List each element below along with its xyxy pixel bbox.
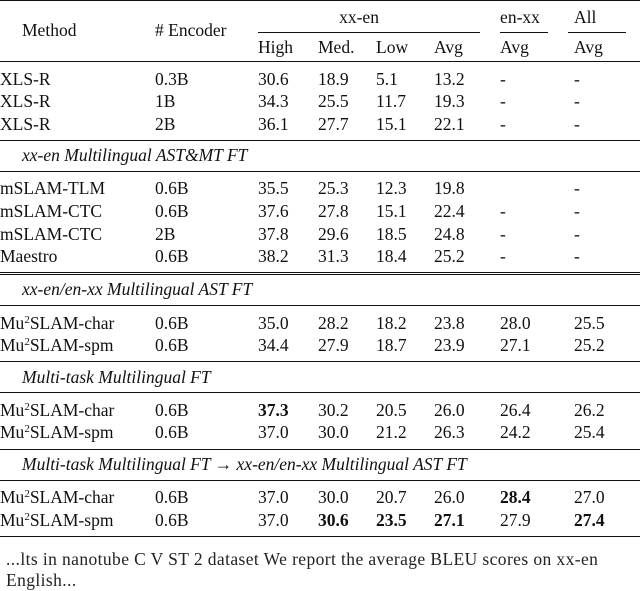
cell-all: - [574,91,580,112]
cell-method: Mu$^2$SLAM-char [0,399,115,420]
cell-avg: 13.2 [434,68,465,89]
cell-method: Mu$^2$SLAM-spm [0,422,114,443]
cell-encoder: 0.6B [155,312,189,333]
section-heading [0,449,640,480]
cell-method: mSLAM-TLM [0,178,105,199]
cell-med: 18.9 [318,68,349,89]
cell-en-xx: - [500,200,506,221]
cell-encoder: 0.6B [155,399,189,420]
header-avg: Avg [434,37,463,58]
table-row [0,335,640,362]
header-encoder: # Encoder [155,20,227,41]
section-2-label: xx-en/en-xx Multilingual AST FT [22,279,253,300]
cell-en-xx: 28.4 [500,487,531,508]
table-row [0,306,640,335]
cell-med: 27.7 [318,113,349,134]
header-low: Low [376,37,409,58]
cell-all: 26.2 [574,399,605,420]
cell-high: 37.0 [258,487,289,508]
section-heading [0,274,640,306]
cell-all: 25.5 [574,312,605,333]
cell-high: 37.6 [258,200,289,221]
cell-avg: 27.1 [434,509,465,530]
cell-en-xx: - [500,246,506,267]
cell-high: 37.0 [258,422,289,443]
cell-avg: 23.8 [434,312,465,333]
cell-med: 27.8 [318,200,349,221]
cell-med: 28.2 [318,312,349,333]
cell-all: 27.4 [574,509,605,530]
header-med: Med. [318,37,355,58]
cell-high: 38.2 [258,246,289,267]
section-4-label: Multi-task Multilingual FT → xx-en/en-xx Multilingual AST FT [22,453,467,474]
cell-avg: 19.3 [434,91,465,112]
cell-all: - [574,223,580,244]
cell-avg: 24.8 [434,223,465,244]
cell-high: 37.0 [258,509,289,530]
cell-en-xx: 27.9 [500,509,531,530]
cell-low: 20.5 [376,399,407,420]
cell-all: 25.4 [574,422,605,443]
caption-text: ...lts in nanotube C V ST 2 dataset We report the average BLEU scores on xx-en English... [6,549,599,590]
cell-en-xx: 26.4 [500,399,531,420]
header-method: Method [22,20,77,41]
cell-method: XLS-R [0,68,51,89]
cell-low: 15.1 [376,200,407,221]
cell-low: 21.2 [376,422,407,443]
cell-low: 5.1 [376,68,398,89]
cell-all: - [574,113,580,134]
table-row [0,113,640,140]
cell-avg: 23.9 [434,335,465,356]
cell-method: mSLAM-CTC [0,223,103,244]
table-row [0,171,640,200]
cell-method: mSLAM-CTC [0,200,103,221]
cell-all: 25.2 [574,335,605,356]
cell-avg: 19.8 [434,178,465,199]
header-high: High [258,37,293,58]
cell-en-xx: - [500,223,506,244]
section-heading [0,362,640,393]
cell-low: 20.7 [376,487,407,508]
cell-encoder: 2B [155,223,176,244]
cell-avg: 26.0 [434,399,465,420]
cell-high: 35.0 [258,312,289,333]
cell-low: 23.5 [376,509,407,530]
section-1-label: xx-en Multilingual AST&MT FT [22,145,248,166]
table-row [0,200,640,223]
cell-all: - [574,246,580,267]
caption-fragment [0,549,640,590]
cell-low: 11.7 [376,91,406,112]
header-group-en-xx: en-xx [490,1,558,36]
cell-high: 37.3 [258,399,289,420]
cell-encoder: 0.6B [155,509,189,530]
cell-method: XLS-R [0,113,51,134]
cell-encoder: 1B [155,91,176,112]
cell-med: 30.6 [318,509,349,530]
cell-med: 29.6 [318,223,349,244]
cell-en-xx: - [500,113,506,134]
cell-method: Mu$^2$SLAM-char [0,312,115,333]
cell-med: 30.2 [318,399,349,420]
header-avg-all: Avg [574,37,603,58]
header-group-xx-en: xx-en [258,1,490,36]
cell-low: 15.1 [376,113,407,134]
cell-med: 30.0 [318,422,349,443]
cell-all: - [574,68,580,89]
table-row [0,480,640,509]
cell-low: 18.7 [376,335,407,356]
table-row [0,223,640,246]
cell-high: 34.3 [258,91,289,112]
cell-en-xx: 27.1 [500,335,531,356]
cell-method: Mu$^2$SLAM-spm [0,509,114,530]
table-row [0,62,640,91]
cell-high: 34.4 [258,335,289,356]
cell-method: Maestro [0,246,58,267]
table-row [0,422,640,449]
cell-med: 27.9 [318,335,349,356]
table-row [0,393,640,422]
cell-low: 18.2 [376,312,407,333]
cell-med: 25.3 [318,178,349,199]
table-row [0,246,640,274]
cell-low: 18.4 [376,246,407,267]
cell-all: - [574,178,580,199]
cell-encoder: 0.3B [155,68,189,89]
cell-low: 18.5 [376,223,407,244]
table-row [0,509,640,536]
cell-en-xx: 28.0 [500,312,531,333]
cell-method: XLS-R [0,91,51,112]
cell-high: 36.1 [258,113,289,134]
cell-high: 30.6 [258,68,289,89]
header-row-top [0,1,640,36]
cell-en-xx [490,171,558,200]
cell-avg: 22.4 [434,200,465,221]
section-3-label: Multi-task Multilingual FT [22,366,211,387]
cell-encoder: 0.6B [155,422,189,443]
cell-avg: 26.3 [434,422,465,443]
cell-encoder: 0.6B [155,487,189,508]
cell-low: 12.3 [376,178,407,199]
header-group-all: All [558,1,640,36]
cell-all: 27.0 [574,487,605,508]
cell-encoder: 0.6B [155,178,189,199]
cell-method: Mu$^2$SLAM-spm [0,335,114,356]
cell-med: 31.3 [318,246,349,267]
cell-en-xx: - [500,91,506,112]
cell-encoder: 0.6B [155,200,189,221]
cell-en-xx: - [500,68,506,89]
cell-en-xx: 24.2 [500,422,531,443]
header-avg-en-xx: Avg [500,37,529,58]
cell-high: 35.5 [258,178,289,199]
section-heading [0,140,640,171]
cell-high: 37.8 [258,223,289,244]
table-row [0,91,640,114]
cell-med: 25.5 [318,91,349,112]
cell-avg: 25.2 [434,246,465,267]
cell-encoder: 2B [155,113,176,134]
cell-method: Mu$^2$SLAM-char [0,487,115,508]
cell-avg: 26.0 [434,487,465,508]
cell-med: 30.0 [318,487,349,508]
cell-all: - [574,200,580,221]
cell-encoder: 0.6B [155,246,189,267]
cell-avg: 22.1 [434,113,465,134]
cell-encoder: 0.6B [155,335,189,356]
